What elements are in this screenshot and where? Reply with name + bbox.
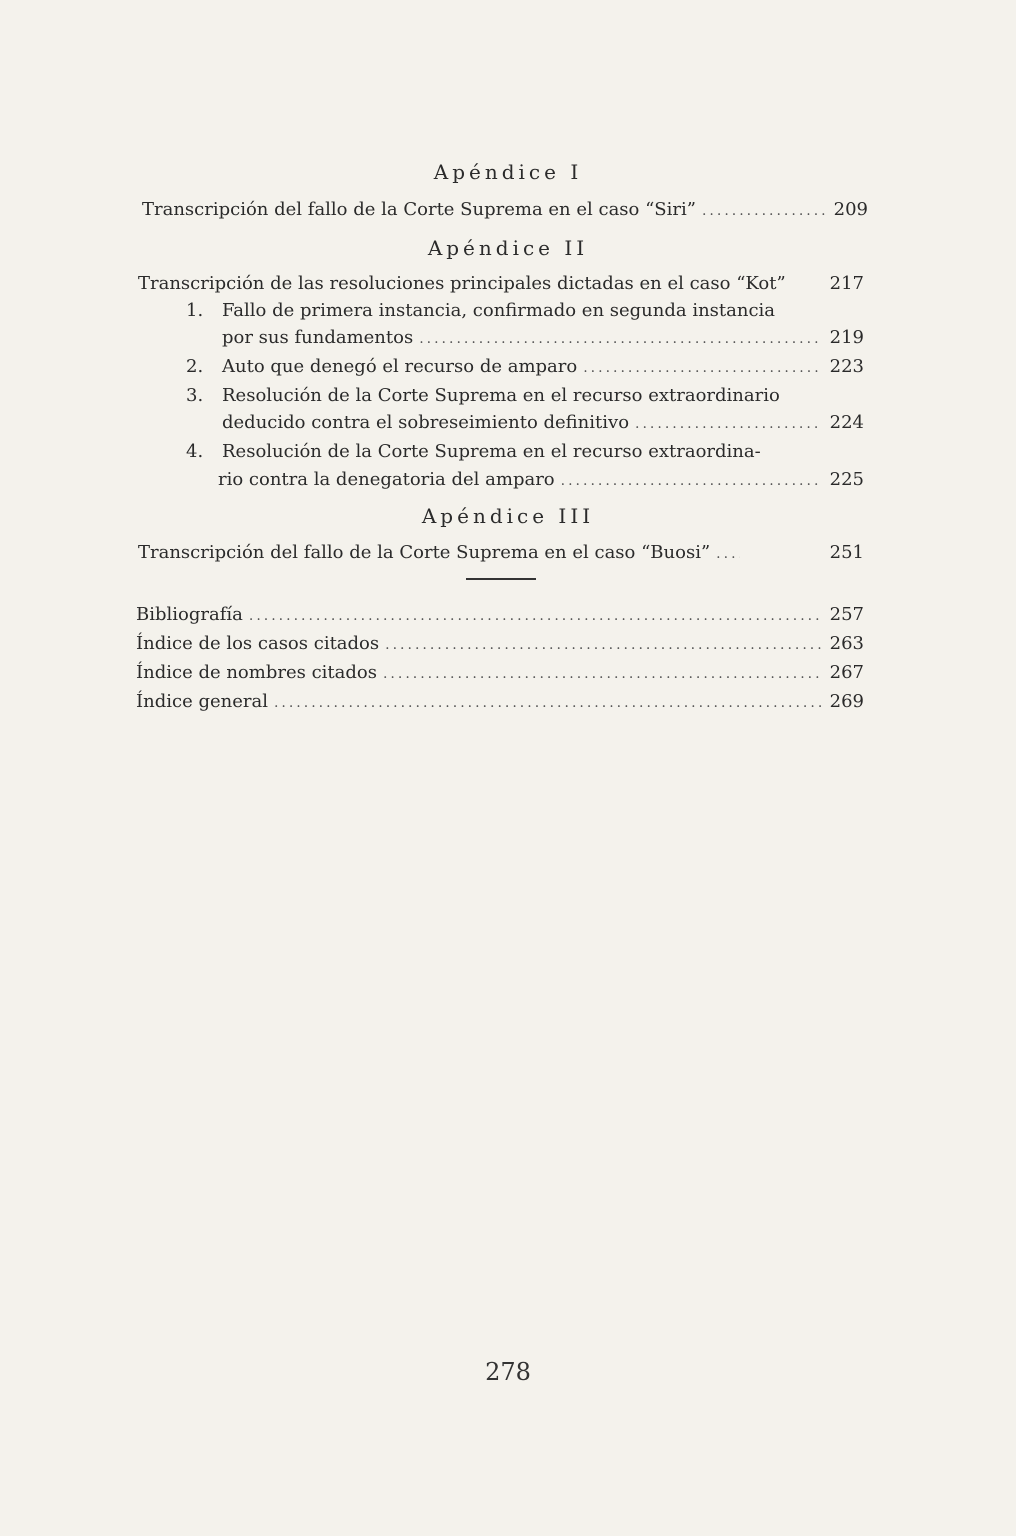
back-matter-cases-index [136, 632, 864, 657]
entry-page: 224 [829, 412, 864, 433]
entry-text: deducido contra el sobreseimiento definitivo [222, 412, 630, 433]
leader-dots [635, 412, 822, 436]
item-1-number: 1. [186, 300, 204, 321]
item-4-entry [218, 468, 864, 493]
page-number: 278 [485, 1358, 531, 1386]
leader-dots [561, 469, 822, 493]
leader-dots [716, 542, 740, 566]
back-matter-general-index [136, 690, 864, 715]
item-3-number: 3. [186, 385, 204, 406]
appendix-1-entry [142, 198, 868, 223]
entry-page: 219 [829, 327, 864, 348]
leader-dots [274, 691, 822, 715]
appendix-1-heading: Apéndice I [433, 160, 583, 184]
entry-page: 257 [829, 604, 864, 625]
entry-text: Índice general [136, 691, 268, 712]
entry-text: Índice de nombres citados [136, 662, 377, 683]
appendix-3-heading: Apéndice III [421, 504, 595, 528]
entry-page: 217 [829, 273, 864, 294]
item-4-line1: Resolución de la Corte Suprema en el recurso extraordina- [222, 441, 761, 462]
entry-text: rio contra la denegatoria del amparo [218, 469, 555, 490]
entry-page: 251 [829, 542, 864, 563]
entry-page: 269 [829, 691, 864, 712]
entry-text: Transcripción de las resoluciones principales dictadas en el caso “Kot” [138, 273, 786, 294]
back-matter-bibliography [136, 603, 864, 628]
item-3-line1: Resolución de la Corte Suprema en el recurso extraordinario [222, 385, 780, 406]
leader-dots [583, 356, 822, 380]
appendix-2-intro [138, 272, 864, 297]
entry-text: Transcripción del fallo de la Corte Suprema en el caso “Siri” [142, 199, 696, 220]
appendix-3-entry [138, 541, 864, 566]
entry-page: 263 [829, 633, 864, 654]
entry-page: 225 [829, 469, 864, 490]
item-3-entry [222, 411, 864, 436]
leader-dots [385, 633, 822, 657]
entry-page: 267 [829, 662, 864, 683]
entry-text: Auto que denegó el recurso de amparo [222, 356, 578, 377]
item-2-number: 2. [186, 356, 204, 377]
entry-text: Bibliografía [136, 604, 243, 625]
entry-text: Índice de los casos citados [136, 633, 380, 654]
item-2-entry [222, 355, 864, 380]
item-1-line1: Fallo de primera instancia, confirmado en segunda instancia [222, 300, 776, 321]
leader-dots [383, 662, 822, 686]
leader-dots [702, 199, 826, 223]
item-4-number: 4. [186, 441, 204, 462]
entry-text: por sus fundamentos [222, 327, 414, 348]
leader-dots [419, 327, 822, 351]
back-matter-names-index [136, 661, 864, 686]
entry-page: 209 [833, 199, 868, 220]
item-1-entry [222, 326, 864, 351]
leader-dots [249, 604, 822, 628]
section-divider [466, 578, 536, 580]
entry-page: 223 [829, 356, 864, 377]
appendix-2-heading: Apéndice II [427, 236, 589, 260]
entry-text: Transcripción del fallo de la Corte Suprema en el caso “Buosi” [138, 542, 711, 563]
